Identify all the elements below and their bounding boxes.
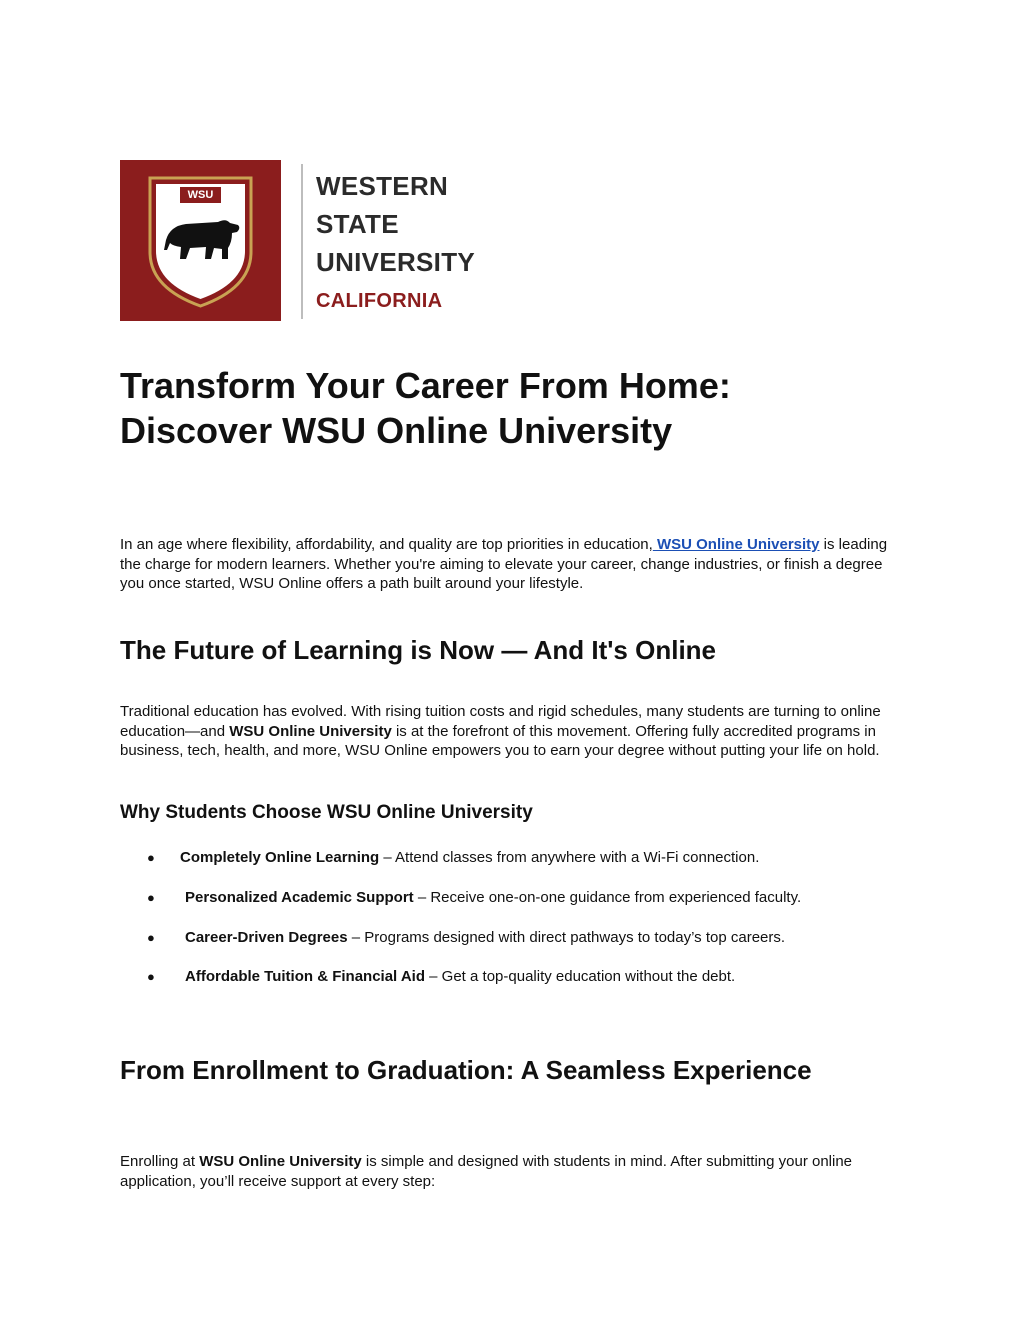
bullet-icon: ● (147, 850, 155, 865)
logo-wordmark-state: STATE (316, 209, 399, 239)
logo-wordmark-california: CALIFORNIA (316, 290, 443, 312)
logo-wordmark-university: UNIVERSITY (316, 247, 476, 277)
future-paragraph (120, 702, 910, 761)
list-item-title: Completely Online Learning (180, 849, 380, 866)
list-item-title: Personalized Academic Support (185, 889, 414, 906)
bullet-icon: ● (147, 890, 155, 905)
page-title-line2: Discover WSU Online University (120, 410, 673, 451)
section-heading-why: Why Students Choose WSU Online University (120, 802, 533, 823)
intro-text-after: is leading the charge for modern learners. Whether you're aiming to elevate your career, change industries, or finish a degree you once started, WSU Online offers a path built around your lifestyle. (120, 536, 888, 592)
list-item-desc: – Get a top-quality education without the debt. (425, 968, 736, 985)
page-title-line1: Transform Your Career From Home: (120, 365, 731, 406)
enrollment-paragraph (120, 1152, 910, 1191)
page-title (120, 363, 920, 453)
list-item-desc: – Receive one-on-one guidance from experienced faculty. (413, 889, 802, 906)
enroll-text-bold: WSU Online University (199, 1153, 362, 1170)
list-item-desc: – Programs designed with direct pathways to today’s top careers. (347, 929, 786, 946)
section-heading-enrollment: From Enrollment to Graduation: A Seamless Experience (120, 1055, 812, 1085)
future-text-before: Traditional education has evolved. With rising tuition costs and rigid schedules, many students are turning to online education—and (120, 703, 881, 740)
section-heading-future: The Future of Learning is Now — And It's Online (120, 635, 717, 665)
bullet-icon: ● (147, 969, 155, 984)
bullet-icon: ● (147, 930, 155, 945)
university-logo (120, 160, 500, 321)
wsu-online-link[interactable]: WSU Online University (652, 536, 820, 553)
logo-wordmark-western: WESTERN (316, 171, 449, 201)
bear-shield-icon (120, 160, 281, 321)
list-item-desc: – Attend classes from anywhere with a Wi-Fi connection. (379, 849, 760, 866)
enroll-text-before: Enrolling at (120, 1153, 200, 1170)
list-item-title: Career-Driven Degrees (185, 929, 348, 946)
list-item-title: Affordable Tuition & Financial Aid (185, 968, 425, 985)
logo-divider (301, 164, 303, 319)
intro-paragraph (120, 535, 910, 594)
shield-badge (120, 160, 281, 321)
intro-text-before: In an age where flexibility, affordability, and quality are top priorities in education, (120, 536, 653, 553)
future-text-after: is at the forefront of this movement. Offering fully accredited programs in business, tech, health, and more, WSU Online empowers you to earn your degree without putting your life on hold. (120, 722, 880, 759)
enroll-text-after: is simple and designed with students in mind. After submitting your online application, you’ll receive support at every step: (120, 1153, 853, 1190)
badge-text: WSU (187, 189, 214, 201)
future-text-bold: WSU Online University (229, 722, 392, 740)
